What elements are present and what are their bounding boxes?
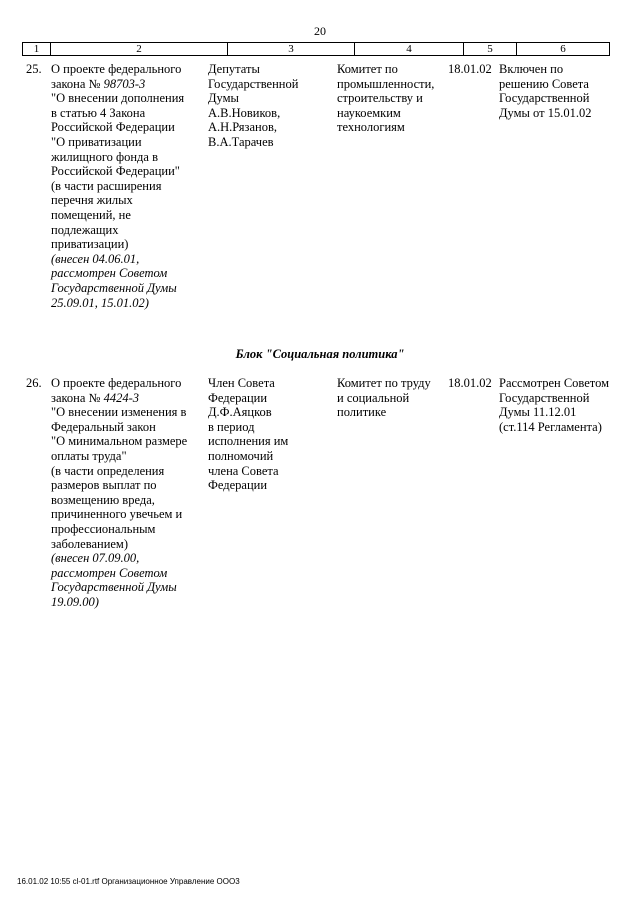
submission-date: 18.01.02 [448, 62, 492, 76]
project-line: 19.09.00) [51, 594, 99, 609]
project-line: оплаты труда" [51, 448, 127, 463]
committee-line: наукоемким [337, 105, 401, 120]
footer: 16.01.02 10:55 cl-01.rtf Организационное Управление ООО3 [17, 877, 240, 886]
column-header-4: 4 [355, 43, 464, 55]
project-line: "О внесении изменения в [51, 405, 187, 420]
project-line: О проекте федерального [51, 376, 182, 390]
committee-line: Комитет по [337, 62, 398, 76]
author-line: Д.Ф.Аяцков [208, 405, 272, 420]
project-line: (в части определения [51, 463, 165, 478]
decision-line: (ст.114 Регламента) [499, 419, 602, 434]
author-line: А.Н.Рязанов, [208, 120, 277, 135]
column-header-3: 3 [228, 43, 355, 55]
project-line: закона № 98703-3 [51, 76, 146, 91]
project-line: в статью 4 Закона [51, 105, 146, 120]
author-line: В.А.Тарачев [208, 134, 274, 149]
author-line: полномочий [208, 448, 274, 463]
committee-line: политике [337, 405, 387, 420]
project-line: (в части расширения [51, 178, 162, 193]
column-header-5: 5 [464, 43, 517, 55]
decision-line: Государственной [499, 91, 590, 106]
project-line: Государственной Думы [51, 280, 177, 295]
block-title: Блок "Социальная политика" [235, 347, 405, 361]
committee [337, 376, 442, 420]
submission-date: 18.01.02 [448, 376, 492, 390]
authors [208, 376, 330, 493]
author-line: А.В.Новиков, [208, 105, 281, 120]
authors [208, 62, 330, 150]
project-description [51, 62, 206, 310]
author-line: члена Совета [208, 463, 279, 478]
project-line: причиненного увечьем и [51, 507, 183, 522]
project-line: жилищного фонда в [51, 149, 158, 164]
author-line: в период [208, 419, 255, 434]
project-line: О проекте федерального [51, 62, 182, 76]
decision-line: Включен по [499, 62, 564, 76]
committee [337, 62, 442, 135]
author-line: исполнения им [208, 434, 289, 449]
project-description [51, 376, 206, 610]
project-line: размеров выплат по [51, 478, 157, 493]
project-line: профессиональным [51, 521, 156, 536]
committee-line: Комитет по труду [337, 376, 431, 390]
project-line: Государственной Думы [51, 580, 177, 595]
column-header-6: 6 [560, 43, 566, 55]
page-number: 20 [314, 24, 326, 38]
project-line: рассмотрен Советом [51, 565, 168, 580]
project-line: "О приватизации [51, 134, 142, 149]
column-header-row [22, 42, 610, 56]
project-line: (внесен 07.09.00, [51, 551, 140, 566]
decision [499, 62, 619, 120]
decision [499, 376, 624, 434]
decision-line: Рассмотрен Советом [499, 376, 610, 390]
decision-line: решению Совета [499, 76, 589, 91]
column-header-2: 2 [51, 43, 228, 55]
committee-line: строительству и [337, 91, 423, 106]
project-line: "О минимальном размере [51, 434, 188, 449]
row-number: 26. [26, 376, 42, 390]
committee-line: технологиям [337, 120, 405, 135]
project-line: заболеванием) [51, 536, 129, 551]
project-line: рассмотрен Советом [51, 266, 168, 281]
project-line: приватизации) [51, 237, 129, 252]
author-line: Федерации [208, 390, 268, 405]
project-line: перечня жилых [51, 193, 133, 208]
decision-line: Думы 11.12.01 [499, 405, 577, 420]
decision-line: Государственной [499, 390, 590, 405]
project-line: Российской Федерации [51, 120, 175, 135]
committee-line: промышленности, [337, 76, 435, 91]
project-line: подлежащих [51, 222, 119, 237]
row-number: 25. [26, 62, 42, 76]
project-line: 25.09.01, 15.01.02) [51, 295, 149, 310]
project-line: помещений, не [51, 207, 131, 222]
column-header-1: 1 [23, 43, 51, 55]
author-line: Федерации [208, 478, 268, 493]
author-line: Думы [208, 91, 239, 106]
project-line: Федеральный закон [51, 419, 156, 434]
project-line: (внесен 04.06.01, [51, 251, 140, 266]
author-line: Депутаты [208, 62, 260, 76]
committee-line: и социальной [337, 390, 410, 405]
project-line: закона № 4424-3 [51, 390, 140, 405]
project-line: возмещению вреда, [51, 492, 155, 507]
project-line: Российской Федерации" [51, 164, 180, 179]
decision-line: Думы от 15.01.02 [499, 105, 592, 120]
author-line: Государственной [208, 76, 299, 91]
project-line: "О внесении дополнения [51, 91, 185, 106]
author-line: Член Совета [208, 376, 275, 390]
